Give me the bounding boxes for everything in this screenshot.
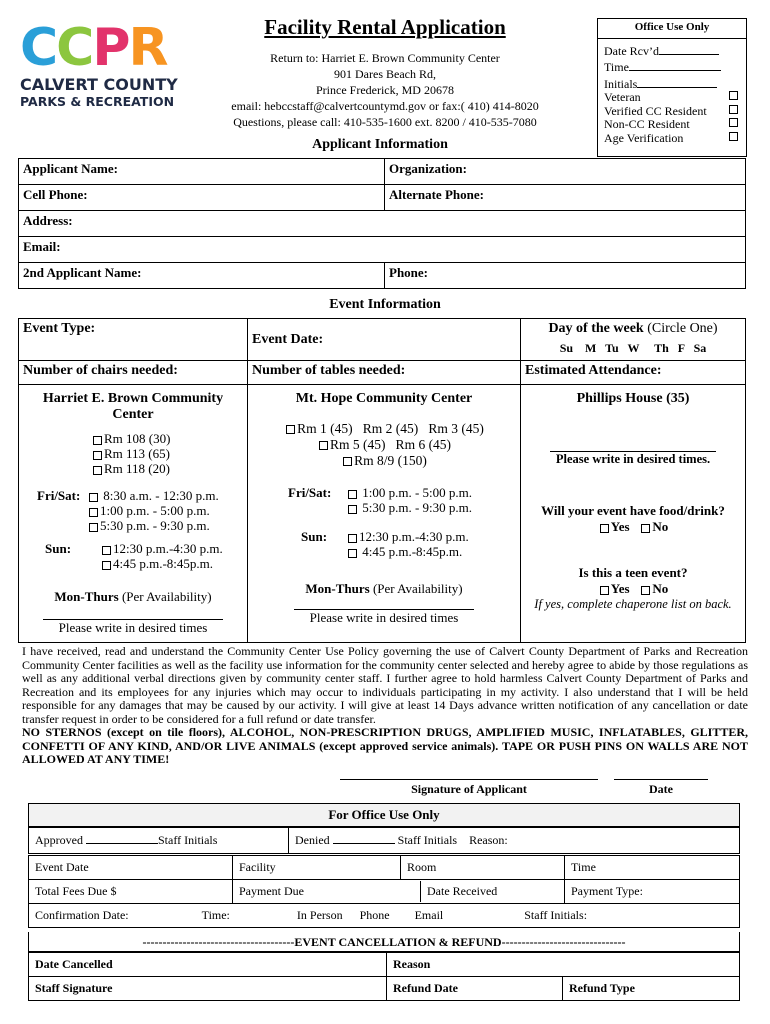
- total-fees-field[interactable]: Total Fees Due $: [29, 880, 233, 904]
- food-question: Will your event have food/drink?: [541, 503, 725, 518]
- hebcc-frisat: Fri/Sat: 8:30 a.m. - 12:30 p.m. 1:00 p.m. - 5:00 p.m. 5:30 p.m. - 9:30 p.m.: [37, 488, 219, 533]
- mthope-title: Mt. Hope Community Center: [295, 391, 473, 406]
- cancel-heading: --------------------------------------EVENT CANCELLATION & REFUND-------------------------------: [142, 935, 626, 949]
- hebcc-room-option[interactable]: Rm 113 (65): [91, 446, 241, 461]
- hebcc-sun-option[interactable]: 12:30 p.m.-4:30 p.m.: [100, 541, 223, 556]
- denied-field[interactable]: Denied Staff Initials Reason:: [289, 828, 740, 854]
- mthope-column: [248, 385, 521, 643]
- room-field[interactable]: Room: [401, 856, 565, 880]
- payment-due-field[interactable]: Payment Due Date Received: [233, 880, 565, 904]
- office-table-2: [28, 855, 740, 928]
- mthope-frisat: Fri/Sat: 1:00 p.m. - 5:00 p.m. 5:30 p.m. - 9:30 p.m.: [288, 485, 473, 515]
- teen-question: Is this a teen event?: [578, 565, 688, 580]
- mthope-room-option[interactable]: Rm 5 (45) Rm 6 (45): [254, 437, 514, 453]
- day-of-week-field[interactable]: Day of the week (Circle One) Su M Tu W Th F Sa: [521, 319, 746, 361]
- age-verif-checkbox[interactable]: [729, 132, 738, 141]
- days-list[interactable]: Su M Tu W Th F Sa: [559, 341, 707, 355]
- refund-type-field[interactable]: Refund Type: [563, 977, 740, 1001]
- logo-letter-r: R: [128, 18, 167, 78]
- verified-cc-checkbox[interactable]: [729, 105, 738, 114]
- page-title: Facility Rental Application: [264, 15, 506, 39]
- contact-email: email: hebccstaff@calvertcountymd.gov or fax:( 410) 414-8020: [231, 99, 539, 113]
- applicant-name-field[interactable]: Applicant Name:: [19, 159, 385, 185]
- logo-letter-c2: C: [56, 18, 93, 78]
- teen-no[interactable]: No: [639, 581, 668, 596]
- signature-line[interactable]: [340, 779, 598, 780]
- non-cc-row[interactable]: Non-CC Resident: [604, 118, 740, 132]
- office-use-box: [597, 18, 747, 157]
- food-yes[interactable]: Yes: [598, 519, 630, 534]
- attendance-field[interactable]: Estimated Attendance:: [521, 361, 746, 385]
- header: [200, 14, 570, 130]
- office-heading: For Office Use Only: [328, 807, 440, 822]
- date-label: Date: [649, 782, 673, 796]
- phillips-write-hint: Please write in desired times.: [555, 452, 711, 466]
- food-options: [525, 519, 741, 535]
- date-cancelled-field[interactable]: Date Cancelled: [29, 953, 387, 977]
- second-applicant-field[interactable]: 2nd Applicant Name:: [19, 263, 385, 289]
- organization-field[interactable]: Organization:: [385, 159, 746, 185]
- signature-label: Signature of Applicant: [411, 782, 527, 796]
- address-field[interactable]: Address:: [19, 211, 746, 237]
- phillips-column: [521, 385, 746, 643]
- applicant-heading: Applicant Information: [312, 137, 448, 152]
- reason-field[interactable]: Reason: [387, 953, 740, 977]
- mthope-rooms: [254, 421, 514, 469]
- event-date-field[interactable]: Event Date:: [248, 319, 521, 361]
- hebcc-room-option[interactable]: Rm 118 (20): [91, 461, 241, 476]
- policy-text: I have received, read and understand the Community Center Use Policy governing the use of Calvert County Department of Parks and Recreation Community Center facilities as well as the facility use information for the community center selected and hereby agree to abide by those regulations as well as any additional verbal directions given by community center staff. I further agree to hold harmless Calvert County Department of Parks and Recreation and its employees for any injuries which may occur to individuals participating in my activity. I also understand that I will be held responsible for any damages that may be caused by our activity. I will give at least 14 Days advance written notification of any cancellation or date transfer request in order to be considered for a full refund or date transfer.: [22, 644, 748, 726]
- teen-options: [525, 581, 741, 597]
- event-date-office[interactable]: Event Date: [29, 856, 233, 880]
- hebcc-room-option[interactable]: Rm 108 (30): [91, 431, 241, 446]
- approved-field[interactable]: Approved Staff Initials: [29, 828, 289, 854]
- food-no[interactable]: No: [639, 519, 668, 534]
- office-section: [28, 803, 740, 827]
- return-to: Return to: Harriet E. Brown Community Center: [270, 51, 500, 65]
- mthope-sun-option[interactable]: 4:45 p.m.-8:45p.m.: [346, 544, 469, 559]
- email-field[interactable]: Email:: [19, 237, 746, 263]
- event-table: [18, 318, 746, 643]
- mthope-room-option[interactable]: Rm 8/9 (150): [254, 453, 514, 469]
- facility-field[interactable]: Facility: [233, 856, 401, 880]
- logo-letter-c1: C: [20, 18, 57, 78]
- teen-yes[interactable]: Yes: [598, 581, 630, 596]
- hebcc-sun-option[interactable]: 4:45 p.m.-8:45p.m.: [100, 556, 223, 571]
- veteran-checkbox[interactable]: [729, 91, 738, 100]
- hebcc-frisat-option[interactable]: 8:30 a.m. - 12:30 p.m.: [87, 488, 219, 503]
- logo-line1: CALVERT COUNTY: [20, 75, 178, 94]
- office-use-title: Office Use Only: [598, 21, 746, 39]
- non-cc-checkbox[interactable]: [729, 118, 738, 127]
- date-line[interactable]: [614, 779, 708, 780]
- contact-phone: Questions, please call: 410-535-1600 ext. 8200 / 410-535-7080: [233, 115, 537, 129]
- event-heading: Event Information: [329, 297, 441, 312]
- cancel-section: [28, 932, 740, 952]
- address-line1: 901 Dares Beach Rd,: [334, 67, 436, 81]
- verified-cc-row[interactable]: Verified CC Resident: [604, 105, 740, 119]
- policy-prohibited: NO STERNOS (except on tile floors), ALCOHOL, NON-PRESCRIPTION DRUGS, AMPLIFIED MUSIC, INFLATABLES, GLITTER, CONFETTI OF ANY KIND, AND/OR LIVE ANIMALS (except approved service animals). TAPE OR PUSH PINS ON WALLS ARE NOT ALLOWED AT ANY TIME!: [22, 725, 748, 766]
- logo-line2: PARKS & RECREATION: [20, 94, 175, 109]
- initials-field[interactable]: Initials: [604, 78, 740, 92]
- mthope-monthurs: Mon-Thurs (Per Availability): [305, 581, 463, 596]
- mthope-frisat-option[interactable]: 5:30 p.m. - 9:30 p.m.: [346, 500, 472, 515]
- mthope-frisat-option[interactable]: 1:00 p.m. - 5:00 p.m.: [346, 485, 472, 500]
- tables-field[interactable]: Number of tables needed:: [248, 361, 521, 385]
- hebcc-frisat-option[interactable]: 5:30 p.m. - 9:30 p.m.: [87, 518, 219, 533]
- mthope-room-option[interactable]: Rm 1 (45) Rm 2 (45) Rm 3 (45): [254, 421, 514, 437]
- chairs-field[interactable]: Number of chairs needed:: [19, 361, 248, 385]
- staff-signature-field[interactable]: Staff Signature: [29, 977, 387, 1001]
- date-received-field[interactable]: Date Rcv’d: [604, 45, 740, 59]
- address-line2: Prince Frederick, MD 20678: [316, 83, 454, 97]
- cell-phone-field[interactable]: Cell Phone:: [19, 185, 385, 211]
- policy-block: [22, 645, 748, 767]
- veteran-row[interactable]: Veteran: [604, 91, 740, 105]
- mthope-sun: Sun: 12:30 p.m.-4:30 p.m. 4:45 p.m.-8:45p.m.: [301, 529, 469, 559]
- time-field[interactable]: Time: [604, 61, 740, 75]
- phillips-title: Phillips House (35): [576, 391, 690, 406]
- hebcc-write-hint: Please write in desired times: [58, 620, 208, 635]
- alt-phone-field[interactable]: Alternate Phone:: [385, 185, 746, 211]
- age-verif-row[interactable]: Age Verification: [604, 132, 740, 146]
- time-office-field[interactable]: Time: [565, 856, 740, 880]
- date-received-office[interactable]: Date Received: [427, 884, 498, 898]
- logo-letter-p: P: [92, 18, 129, 78]
- hebcc-monthurs: Mon-Thurs (Per Availability): [54, 589, 212, 604]
- refund-date-field[interactable]: Refund Date: [387, 977, 563, 1001]
- mthope-sun-option[interactable]: 12:30 p.m.-4:30 p.m.: [346, 529, 469, 544]
- logo-letters: [20, 18, 190, 78]
- hebcc-column: [19, 385, 248, 643]
- hebcc-rooms: [91, 431, 241, 476]
- payment-type-field[interactable]: Payment Type:: [565, 880, 740, 904]
- event-type-field[interactable]: Event Type:: [19, 319, 248, 361]
- hebcc-title: Harriet E. Brown Community Center: [42, 391, 224, 422]
- logo: [20, 18, 190, 112]
- teen-note: If yes, complete chaperone list on back.: [534, 597, 732, 611]
- refund-table: [28, 952, 740, 1001]
- phone-field[interactable]: Phone:: [385, 263, 746, 289]
- confirmation-row[interactable]: Confirmation Date: Time: In Person Phone Email Staff Initials:: [29, 904, 740, 928]
- applicant-table: [18, 158, 746, 289]
- mthope-write-hint: Please write in desired times: [309, 610, 459, 625]
- hebcc-frisat-option[interactable]: 1:00 p.m. - 5:00 p.m.: [87, 503, 219, 518]
- office-table: [28, 827, 740, 854]
- hebcc-sun: Sun: 12:30 p.m.-4:30 p.m. 4:45 p.m.-8:45p.m.: [45, 541, 223, 571]
